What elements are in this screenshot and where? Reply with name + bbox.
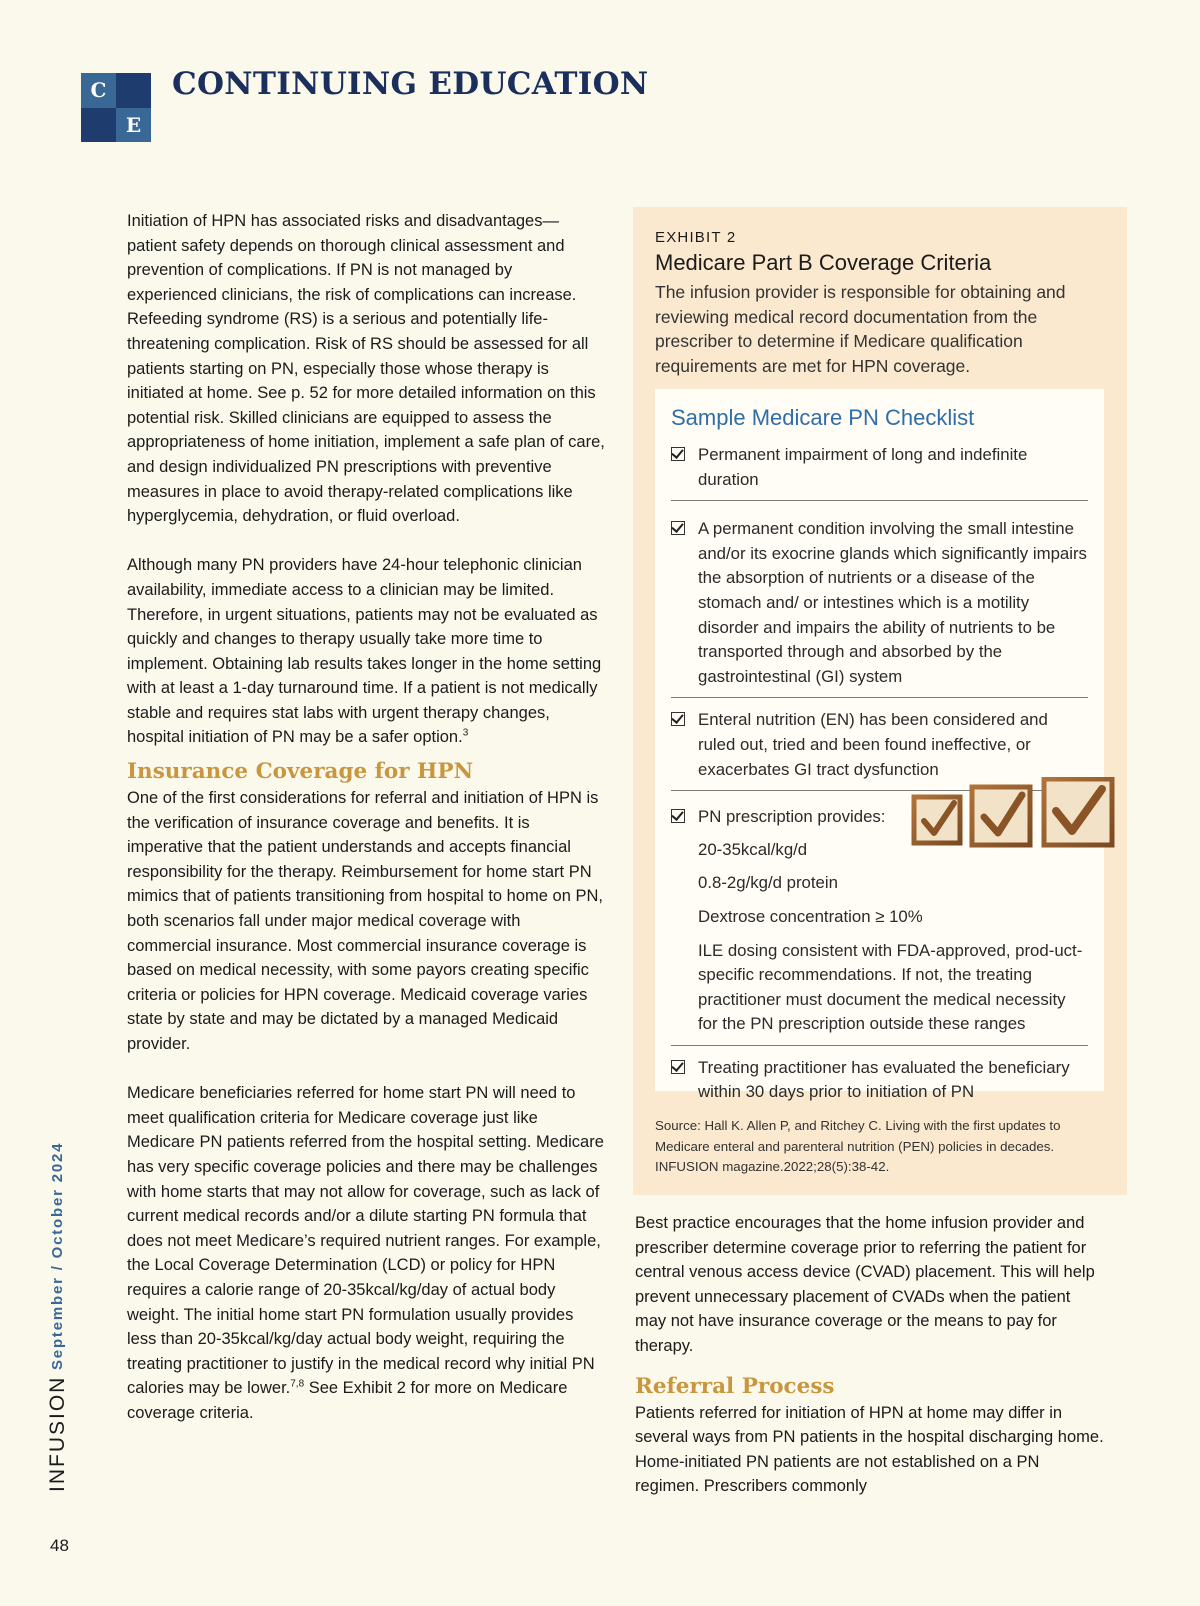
logo-letter-e: E <box>116 108 151 143</box>
checked-box-icon <box>671 809 685 823</box>
checklist-item: Treating practitioner has evaluated the beneficiary within 30 days prior to initiation of PN <box>671 1056 1088 1113</box>
checked-box-icon <box>671 1060 685 1074</box>
left-column <box>127 209 605 1426</box>
exhibit-description: The infusion provider is responsible for obtaining and reviewing medical record documentation from the prescriber to determine if Medicare qualification requirements are met for HPN coverage. <box>655 282 1066 376</box>
paragraph: Best practice encourages that the home infusion provider and prescriber determine coverage prior to referring the patient for central venous access device (CVAD) placement. This will help prevent unnecessary placement of CVADs when the patient may not have insurance coverage or the means to pay for therapy. <box>635 1214 1095 1355</box>
magazine-name: INFUSION <box>46 1375 69 1492</box>
issue-date: September / October 2024 <box>49 1141 66 1370</box>
checklist-item: Permanent impairment of long and indefinite duration <box>671 443 1088 501</box>
paragraph: Patients referred for initiation of HPN at home may differ in several ways from PN patients in the hospital discharging home. Home-initiated PN patients are not established on a PN regimen. Prescribers commonly <box>635 1403 1104 1496</box>
paragraph: Initiation of HPN has associated risks and disadvantages—patient safety depends on thorough clinical assessment and prevention of complications. If PN is not managed by experienced clinicians, the risk of complications can increase. Refeeding syndrome (RS) is a serious and potentially life-threatening complication. Risk of RS should be assessed for all patients starting on PN, especially those whose therapy is initiated at home. See p. 52 for more detailed information on this potential risk. Skilled clinicians are equipped to assess the appropriateness of home initiation, implement a safe plan of care, and design individualized PN prescriptions with preventive measures in place to avoid therapy-related complications like hyperglycemia, dehydration, or fluid overload. <box>127 212 605 526</box>
checklist-title: Sample Medicare PN Checklist <box>671 405 975 430</box>
checked-box-icon <box>671 447 685 461</box>
pn-subitem: ILE dosing consistent with FDA-approved, prod-uct-specific recommendations. If not, the treating practitioner must document the medical necessity for the PN prescription outside these ranges <box>698 940 1083 1034</box>
section-heading: Insurance Coverage for HPN <box>127 759 474 785</box>
exhibit-label: EXHIBIT 2 <box>655 229 737 246</box>
pn-subitem: Dextrose concentration ≥ 10% <box>698 906 923 926</box>
right-column <box>635 1211 1105 1499</box>
checked-box-icon <box>671 521 685 535</box>
reference: 7,8 <box>290 1378 305 1390</box>
pn-subitem: 0.8-2g/kg/d protein <box>698 873 838 893</box>
section-title: CONTINUING EDUCATION <box>172 66 649 102</box>
checked-box-icon <box>671 712 685 726</box>
ce-logo <box>81 73 151 142</box>
section-heading: Referral Process <box>635 1373 835 1399</box>
exhibit-title: Medicare Part B Coverage Criteria <box>655 250 992 275</box>
checklist-item: Enteral nutrition (EN) has been considered and ruled out, tried and been found ineffective, or exacerbates GI tract dysfunction <box>671 708 1088 791</box>
pn-subitem: 20-35kcal/kg/d <box>698 839 808 859</box>
page-number: 48 <box>50 1536 69 1555</box>
paragraph: Although many PN providers have 24-hour telephonic clinician availability, immediate access to a clinician may be limited. Therefore, in urgent situations, patients may not be evaluated as quickly and changes to therapy usually take more time to implement. Obtaining lab results takes longer in the home setting with at least a 1-day turnaround time. If a patient is not medically stable and requires stat labs with urgent therapy changes, hospital initiation of PN may be a safer option.$^3$ <box>127 556 602 747</box>
paragraph: One of the first considerations for referral and initiation of HPN is the verification of insurance coverage and benefits. It is imperative that the patient understands and accepts financial responsibility for the therapy. Reimbursement for home start PN mimics that of patients transitioning from hospital to home on PN, both scenarios fall under major medical coverage with commercial insurance. Most commercial insurance coverage is based on medical necessity, with some payors creating specific criteria or policies for HPN coverage. Medicaid coverage varies state by state and may be dictated by a managed Medicaid provider. <box>127 789 603 1053</box>
logo-letter-c: C <box>81 73 116 108</box>
paragraph: Medicare beneficiaries referred for home start PN will need to meet qualification criteria for Medicare coverage just like Medicare PN patients referred from the hospital setting. Medicare has very specific coverage policies and there may be challenges with home starts that may not allow for coverage, such as lack of current medical records and/or a dilute starting PN formula that does not meet Medicare’s required nutrient ranges. For example, the Local Coverage Determination (LCD) or policy for HPN requires a calorie range of 20-35kcal/kg/day of actual body weight. The initial home start PN formulation usually provides less than 20-35kcal/kg/day actual body weight, requiring the treating practitioner to justify in the medical record why initial PN calories may be lower.$^{7,8}$ See Exhibit 2 for more on Medicare coverage criteria. <box>127 1084 604 1422</box>
logo-square <box>116 73 151 108</box>
reference: 3 <box>462 727 469 739</box>
exhibit-box <box>633 207 1127 1195</box>
exhibit-source: Source: Hall K. Allen P, and Ritchey C. Living with the first updates to Medicare enteral and parenteral nutrition (PEN) policies in decades. INFUSION magazine.2022;28(5):38-42. <box>655 1118 1061 1174</box>
checkmarks-illustration-icon <box>910 777 1118 861</box>
checklist-item: PN prescription provides: 20-35kcal/kg/d 0.8-2g/kg/d protein Dextrose concentration ≥ 10% ILE dosing consistent with FDA-approved, prod-uct-specific recommendations. If not, the treating practitioner must document the medical necessity for the PN prescription outside these ranges <box>671 801 1088 1046</box>
checklist-item: A permanent condition involving the small intestine and/or its exocrine glands which significantly impairs the absorption of nutrients or a disease of the stomach and/ or intestines which is a motility disorder and impairs the ability of nutrients to be transported through and absorbed by the gastrointestinal (GI) system <box>671 511 1088 698</box>
logo-square <box>81 108 116 143</box>
checklist <box>655 389 1104 1102</box>
